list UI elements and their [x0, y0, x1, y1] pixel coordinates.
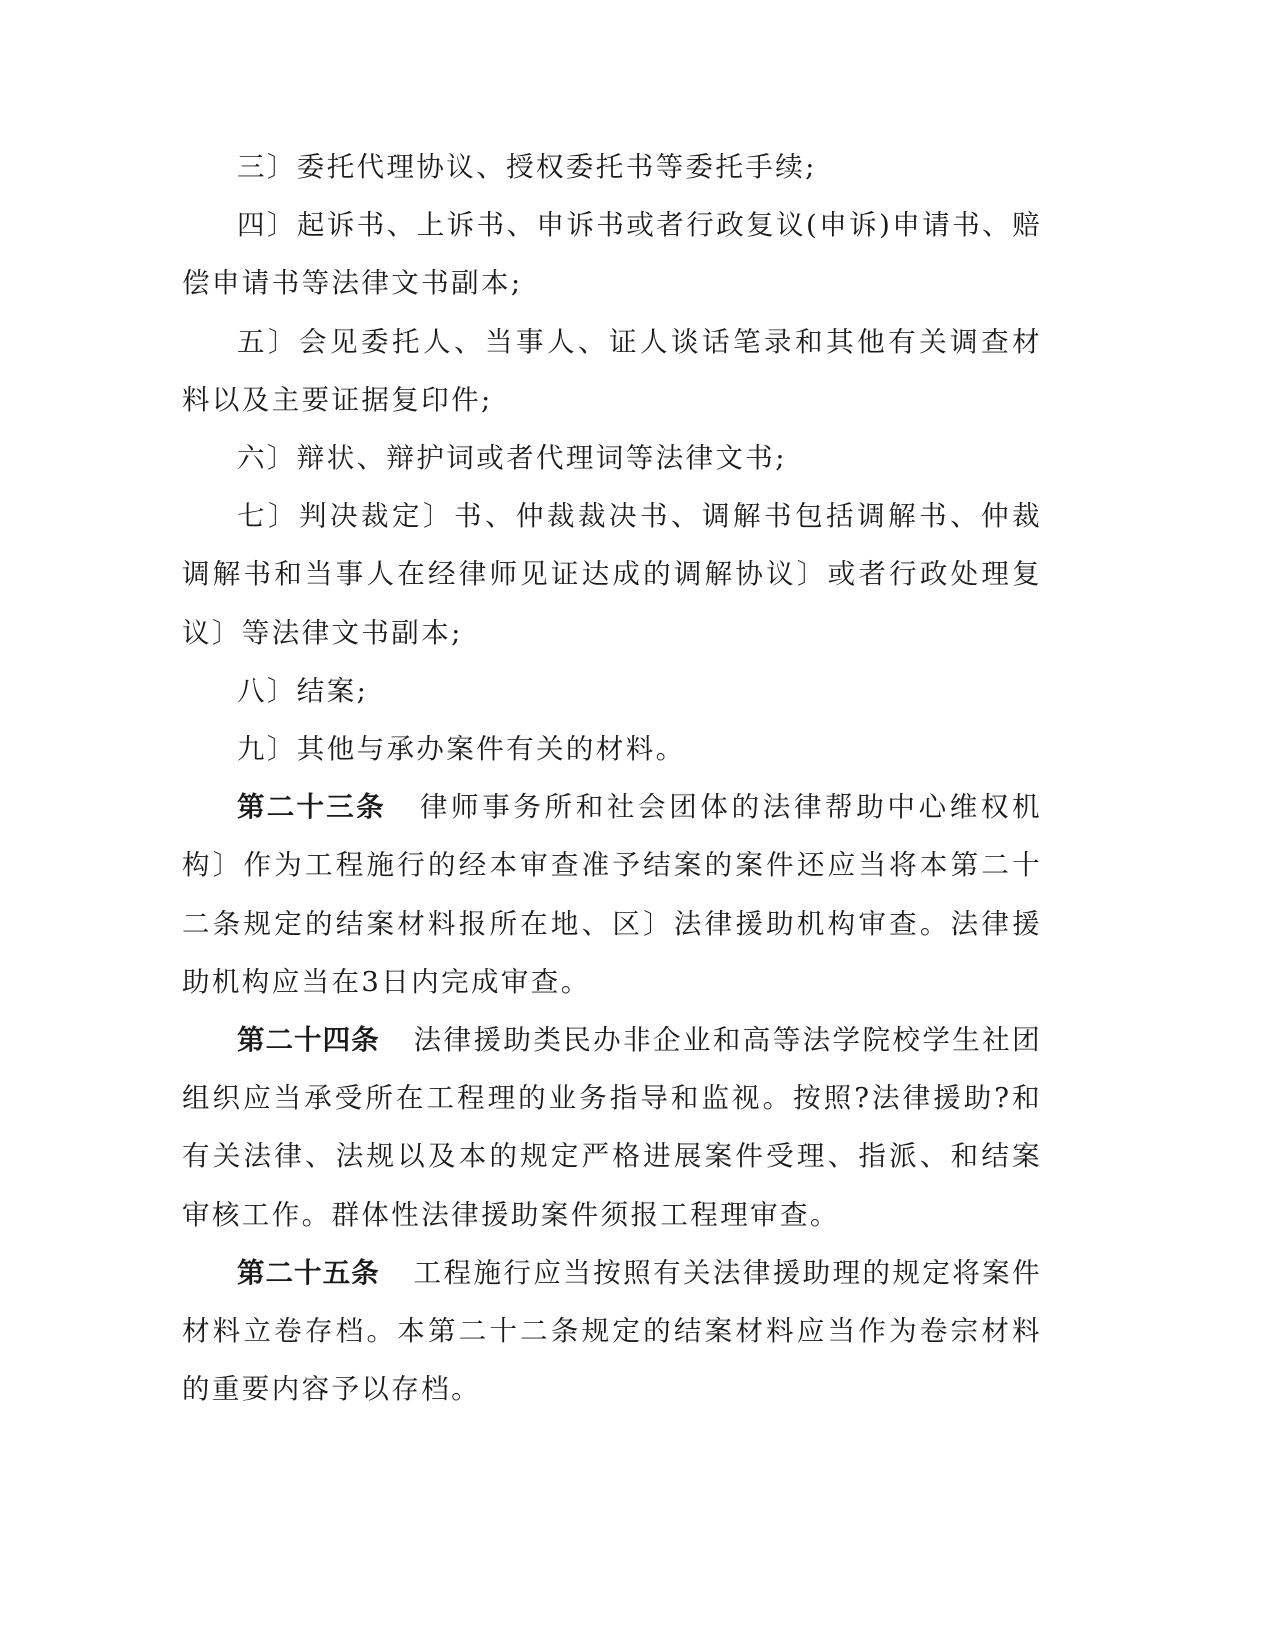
- article-23: [182, 778, 1042, 1011]
- article-24: [182, 1011, 1042, 1244]
- list-item: 八〕结案;: [237, 674, 369, 707]
- article-number: 第二十五条: [237, 1256, 380, 1289]
- list-item: 三〕委托代理协议、授权委托书等委托手续;: [237, 151, 817, 183]
- document-body: [182, 138, 1042, 1418]
- list-item: 五〕会见委托人、当事人、证人谈话笔录和其他有关调查材料以及主要证据复印件;: [182, 325, 1042, 416]
- article-text: 工程施行应当按照有关法律援助理的规定将案件材料立卷存档。本第二十二条规定的结案材料应当作为卷宗材料的重要内容予以存档。: [182, 1256, 1042, 1406]
- article-text: 法律援助类民办非企业和高等法学院校学生社团组织应当承受所在工程理的业务指导和监视。按照?法律援助?和有关法律、法规以及本的规定严格进展案件受理、指派、和结案审核工作。群体性法律援助案件须报工程理审查。: [182, 1024, 1042, 1231]
- article-number: 第二十四条: [237, 1024, 380, 1057]
- article-25: [182, 1244, 1042, 1419]
- list-item: 六〕辩状、辩护词或者代理词等法律文书;: [237, 442, 787, 475]
- article-text: 律师事务所和社会团体的法律帮助中心维权机构〕作为工程施行的经本审查准予结案的案件还应当将本第二十二条规定的结案材料报所在地、区〕法律援助机构审查。法律援助机构应当在3日内完成审查。: [182, 791, 1043, 998]
- article-number: 第二十三条: [237, 791, 386, 824]
- list-item: 九〕其他与承办案件有关的材料。: [237, 733, 686, 766]
- list-item: 四〕起诉书、上诉书、申诉书或者行政复议(申诉)申请书、赔偿申请书等法律文书副本;: [182, 209, 1042, 300]
- list-item: 七〕判决裁定〕书、仲裁裁决书、调解书包括调解书、仲裁调解书和当事人在经律师见证达成的调解协议〕或者行政处理复议〕等法律文书副本;: [182, 500, 1042, 649]
